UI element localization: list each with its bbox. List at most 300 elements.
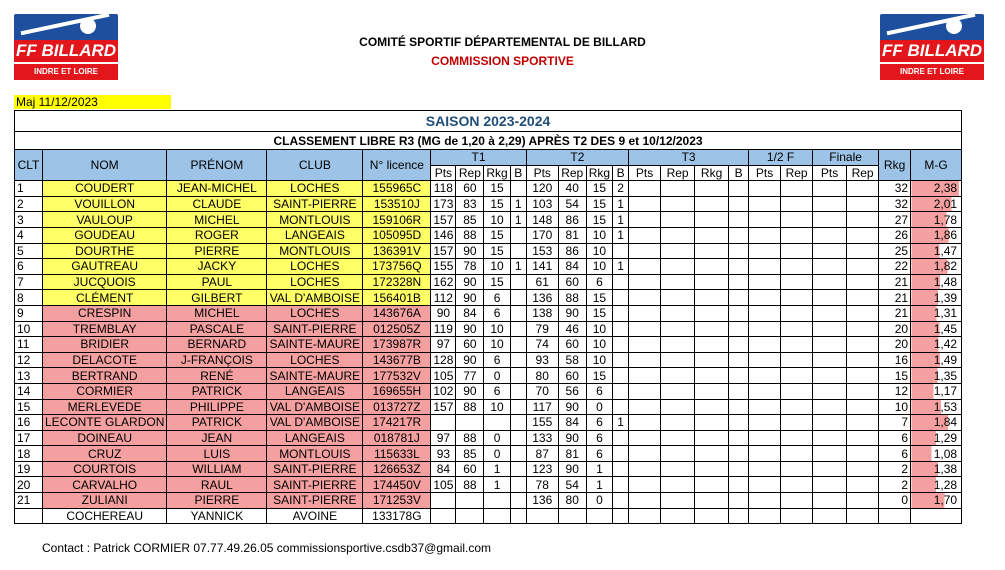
mg-value: 1,78: [933, 212, 958, 227]
cell-t2: 10: [586, 243, 612, 259]
cell-empty: [813, 259, 847, 275]
cell-rkg: 7: [879, 415, 911, 431]
cell-empty: [661, 430, 695, 446]
cell-t2: 155: [526, 415, 558, 431]
cell-t1: [431, 508, 456, 524]
cell-clt: 19: [15, 461, 43, 477]
cell-t1: [510, 493, 526, 509]
cell-club: SAINT-PIERRE: [267, 477, 363, 493]
cell-empty: [813, 243, 847, 259]
cell-empty: [813, 181, 847, 197]
cell-empty: [813, 446, 847, 462]
cell-empty: [629, 399, 661, 415]
cell-licence: 105095D: [363, 227, 431, 243]
table-row: [15, 290, 962, 306]
cell-t1: [510, 477, 526, 493]
cell-rkg: 6: [879, 430, 911, 446]
cell-t1: [510, 243, 526, 259]
cell-t2: 84: [558, 259, 586, 275]
cell-empty: [661, 399, 695, 415]
cell-rkg: 27: [879, 212, 911, 228]
cell-empty: [847, 196, 879, 212]
col-demi: 1/2 F: [749, 150, 813, 166]
cell-empty: [695, 305, 729, 321]
cell-licence: 169655H: [363, 383, 431, 399]
cell-empty: [695, 259, 729, 275]
cell-t1: 1: [510, 196, 526, 212]
cell-t2: [613, 430, 629, 446]
season-title: SAISON 2023-2024: [15, 111, 962, 132]
cell-prenom: PIERRE: [167, 243, 267, 259]
cell-empty: [695, 227, 729, 243]
cell-empty: [847, 430, 879, 446]
cell-t2: 87: [526, 446, 558, 462]
cell-rkg: 2: [879, 477, 911, 493]
subheader-rep: Rep: [781, 165, 813, 181]
cell-t1: 90: [456, 290, 484, 306]
cell-t2: [613, 508, 629, 524]
cell-prenom: MICHEL: [167, 305, 267, 321]
cell-empty: [813, 196, 847, 212]
cell-t2: 86: [558, 243, 586, 259]
mg-value: 1,47: [933, 243, 958, 258]
cell-clt: 8: [15, 290, 43, 306]
cell-prenom: GILBERT: [167, 290, 267, 306]
table-row: [15, 477, 962, 493]
cell-empty: [661, 274, 695, 290]
cell-mg: [911, 243, 962, 259]
cell-clt: [15, 508, 43, 524]
cell-licence: 143676A: [363, 305, 431, 321]
cell-t1: [484, 508, 510, 524]
cell-empty: [813, 274, 847, 290]
cell-empty: [661, 368, 695, 384]
cell-empty: [629, 383, 661, 399]
cell-empty: [813, 290, 847, 306]
cell-t1: [510, 446, 526, 462]
cell-clt: 16: [15, 415, 43, 431]
cell-t2: 2: [613, 181, 629, 197]
cell-empty: [749, 430, 781, 446]
cell-t1: 88: [456, 399, 484, 415]
cell-empty: [729, 321, 749, 337]
subheader-b: B: [613, 165, 629, 181]
cell-prenom: PATRICK: [167, 415, 267, 431]
cell-t2: 60: [558, 337, 586, 353]
cell-empty: [629, 259, 661, 275]
cell-t2: 1: [613, 259, 629, 275]
cell-mg: [911, 446, 962, 462]
update-date: Maj 11/12/2023: [14, 95, 171, 109]
cell-clt: 14: [15, 383, 43, 399]
col-t3: T3: [629, 150, 749, 166]
cell-empty: [847, 399, 879, 415]
cell-empty: [661, 227, 695, 243]
cell-empty: [661, 321, 695, 337]
cell-t2: 86: [558, 212, 586, 228]
col-clt: CLT: [15, 150, 43, 181]
cell-empty: [661, 508, 695, 524]
cell-empty: [847, 227, 879, 243]
cell-t1: 60: [456, 337, 484, 353]
cell-empty: [847, 243, 879, 259]
cell-clt: 9: [15, 305, 43, 321]
cell-nom: COURTOIS: [43, 461, 167, 477]
cell-t2: 148: [526, 212, 558, 228]
col-t2: T2: [526, 150, 628, 166]
cell-empty: [749, 368, 781, 384]
cell-empty: [847, 508, 879, 524]
cell-rkg: 32: [879, 196, 911, 212]
cell-t1: 90: [456, 383, 484, 399]
cell-t2: 93: [526, 352, 558, 368]
cell-mg: [911, 259, 962, 275]
cell-empty: [661, 243, 695, 259]
cell-mg: [911, 290, 962, 306]
cell-t1: 15: [484, 227, 510, 243]
cell-clt: 11: [15, 337, 43, 353]
cell-empty: [749, 196, 781, 212]
cell-t1: [510, 305, 526, 321]
cell-empty: [749, 399, 781, 415]
cell-clt: 2: [15, 196, 43, 212]
cell-empty: [847, 259, 879, 275]
mg-value: 1,82: [933, 259, 958, 274]
cell-empty: [781, 352, 813, 368]
cell-t1: 10: [484, 259, 510, 275]
cell-empty: [661, 493, 695, 509]
ffbillard-logo-left: FF BILLARD INDRE ET LOIRE: [14, 14, 118, 84]
cell-t2: [613, 337, 629, 353]
cell-t2: 136: [526, 493, 558, 509]
table-row: [15, 368, 962, 384]
cell-club: SAINT-PIERRE: [267, 493, 363, 509]
cell-empty: [661, 337, 695, 353]
cell-licence: 156401B: [363, 290, 431, 306]
cell-empty: [695, 493, 729, 509]
cell-t2: 58: [558, 352, 586, 368]
cell-mg: [911, 196, 962, 212]
cell-empty: [695, 321, 729, 337]
cell-prenom: YANNICK: [167, 508, 267, 524]
cell-t2: 153: [526, 243, 558, 259]
cell-t2: 1: [613, 196, 629, 212]
cell-t2: 1: [586, 461, 612, 477]
cell-club: LOCHES: [267, 181, 363, 197]
cell-empty: [729, 259, 749, 275]
cell-licence: 171253V: [363, 493, 431, 509]
cell-rkg: 20: [879, 321, 911, 337]
cell-t1: 90: [456, 352, 484, 368]
cell-club: LOCHES: [267, 352, 363, 368]
table-row: [15, 181, 962, 197]
mg-value: 1,08: [933, 446, 958, 461]
cell-nom: CORMIER: [43, 383, 167, 399]
cell-prenom: WILLIAM: [167, 461, 267, 477]
cell-empty: [781, 305, 813, 321]
cell-prenom: J-FRANÇOIS: [167, 352, 267, 368]
cell-mg: [911, 415, 962, 431]
cell-empty: [749, 227, 781, 243]
cell-t2: [613, 383, 629, 399]
cell-clt: 3: [15, 212, 43, 228]
cell-empty: [781, 181, 813, 197]
mg-value: 1,42: [933, 337, 958, 352]
table-row: [15, 321, 962, 337]
cell-empty: [749, 181, 781, 197]
cell-licence: 172328N: [363, 274, 431, 290]
cell-t2: [613, 493, 629, 509]
cell-rkg: 21: [879, 274, 911, 290]
cell-empty: [813, 321, 847, 337]
cell-club: LANGEAIS: [267, 383, 363, 399]
cell-t1: 83: [456, 196, 484, 212]
cell-empty: [781, 321, 813, 337]
cell-empty: [729, 508, 749, 524]
cell-empty: [629, 415, 661, 431]
cell-t1: [510, 352, 526, 368]
cell-rkg: 6: [879, 446, 911, 462]
cell-clt: 20: [15, 477, 43, 493]
cell-empty: [781, 399, 813, 415]
table-row: [15, 212, 962, 228]
cell-empty: [847, 181, 879, 197]
cell-empty: [749, 508, 781, 524]
contact-line: Contact : Patrick CORMIER 07.77.49.26.05 commissionsportive.csdb37@gmail.com: [42, 541, 492, 555]
cell-t1: [510, 430, 526, 446]
cell-empty: [695, 181, 729, 197]
cell-prenom: RENÉ: [167, 368, 267, 384]
cell-empty: [813, 227, 847, 243]
cell-empty: [813, 212, 847, 228]
cell-club: SAINT-PIERRE: [267, 196, 363, 212]
cell-t2: 90: [558, 461, 586, 477]
table-row: [15, 196, 962, 212]
cell-prenom: LUIS: [167, 446, 267, 462]
cell-empty: [781, 493, 813, 509]
cell-t1: 128: [431, 352, 456, 368]
cell-t1: 155: [431, 259, 456, 275]
cell-empty: [729, 181, 749, 197]
cell-empty: [729, 415, 749, 431]
cell-empty: [781, 274, 813, 290]
cell-empty: [629, 446, 661, 462]
cell-t1: 15: [484, 243, 510, 259]
cell-licence: 115633L: [363, 446, 431, 462]
cell-prenom: BERNARD: [167, 337, 267, 353]
cell-empty: [695, 368, 729, 384]
cell-t1: 90: [456, 274, 484, 290]
cell-t1: [484, 493, 510, 509]
cell-club: SAINT-PIERRE: [267, 321, 363, 337]
col-t1: T1: [431, 150, 526, 166]
cell-mg: [911, 430, 962, 446]
mg-value: 1,31: [933, 306, 958, 321]
cell-empty: [749, 274, 781, 290]
cell-licence: 174450V: [363, 477, 431, 493]
cell-mg: [911, 352, 962, 368]
cell-prenom: JACKY: [167, 259, 267, 275]
cell-empty: [629, 243, 661, 259]
cell-t1: 105: [431, 368, 456, 384]
cell-t1: 157: [431, 243, 456, 259]
table-row: [15, 305, 962, 321]
cell-empty: [629, 274, 661, 290]
cell-empty: [629, 321, 661, 337]
cell-t1: 119: [431, 321, 456, 337]
cell-empty: [813, 352, 847, 368]
cell-empty: [695, 508, 729, 524]
mg-value: 1,17: [933, 384, 958, 399]
cell-rkg: 21: [879, 290, 911, 306]
mg-value: 1,48: [933, 275, 958, 290]
cell-rkg: 21: [879, 305, 911, 321]
document-title: COMITÉ SPORTIF DÉPARTEMENTAL DE BILLARD: [359, 35, 646, 49]
ranking-table: [14, 110, 962, 524]
cell-t2: 10: [586, 259, 612, 275]
cell-t1: 90: [456, 321, 484, 337]
cell-mg: [911, 477, 962, 493]
cell-t1: 112: [431, 290, 456, 306]
cell-t2: [558, 508, 586, 524]
cell-empty: [695, 352, 729, 368]
cell-empty: [661, 415, 695, 431]
cell-empty: [749, 461, 781, 477]
cell-t2: [613, 368, 629, 384]
cell-t2: 117: [526, 399, 558, 415]
cell-empty: [781, 368, 813, 384]
table-row: [15, 243, 962, 259]
cell-t1: [456, 508, 484, 524]
table-row: [15, 259, 962, 275]
cell-empty: [729, 274, 749, 290]
table-row: [15, 493, 962, 509]
cell-mg: [911, 493, 962, 509]
cell-t2: [613, 399, 629, 415]
cell-empty: [749, 290, 781, 306]
cell-prenom: CLAUDE: [167, 196, 267, 212]
cell-empty: [813, 430, 847, 446]
mg-value: 1,84: [933, 415, 958, 430]
classement-title: CLASSEMENT LIBRE R3 (MG de 1,20 à 2,29) APRÈS T2 DES 9 et 10/12/2023: [15, 132, 962, 150]
cell-club: VAL D'AMBOISE: [267, 290, 363, 306]
cell-empty: [629, 477, 661, 493]
cell-licence: 174217R: [363, 415, 431, 431]
cell-clt: 10: [15, 321, 43, 337]
cell-club: LOCHES: [267, 259, 363, 275]
cell-t1: 6: [484, 290, 510, 306]
cell-t1: [510, 227, 526, 243]
cell-t1: 10: [484, 399, 510, 415]
cell-t2: 1: [613, 415, 629, 431]
cell-empty: [629, 493, 661, 509]
col-club: CLUB: [267, 150, 363, 181]
cell-empty: [847, 305, 879, 321]
table-row: [15, 461, 962, 477]
cell-t1: [510, 415, 526, 431]
subheader-pts: Pts: [749, 165, 781, 181]
cell-t1: 88: [456, 430, 484, 446]
cell-mg: [911, 321, 962, 337]
cell-t2: [613, 446, 629, 462]
subheader-b: B: [729, 165, 749, 181]
cell-prenom: MICHEL: [167, 212, 267, 228]
cell-t2: 15: [586, 305, 612, 321]
cell-empty: [695, 290, 729, 306]
cell-nom: MERLEVEDE: [43, 399, 167, 415]
cell-club: MONTLOUIS: [267, 212, 363, 228]
cell-prenom: ROGER: [167, 227, 267, 243]
cell-t1: [431, 493, 456, 509]
cell-empty: [629, 212, 661, 228]
cell-licence: 013727Z: [363, 399, 431, 415]
mg-value: 1,39: [933, 290, 958, 305]
cell-nom: JUCQUOIS: [43, 274, 167, 290]
cell-empty: [695, 446, 729, 462]
cell-empty: [695, 430, 729, 446]
cell-t1: [510, 274, 526, 290]
mg-value: 2,38: [933, 181, 958, 196]
cell-t2: 15: [586, 212, 612, 228]
cell-club: LANGEAIS: [267, 227, 363, 243]
cell-clt: 17: [15, 430, 43, 446]
cell-t2: 78: [526, 477, 558, 493]
cell-mg: [911, 181, 962, 197]
cell-empty: [781, 508, 813, 524]
cell-mg: [911, 383, 962, 399]
cell-t1: 88: [456, 227, 484, 243]
cell-t1: [431, 415, 456, 431]
table-row: [15, 352, 962, 368]
cell-empty: [661, 196, 695, 212]
cell-empty: [661, 383, 695, 399]
cell-t1: 102: [431, 383, 456, 399]
cell-t1: 6: [484, 305, 510, 321]
cell-empty: [847, 461, 879, 477]
cell-licence: 153510J: [363, 196, 431, 212]
cell-empty: [749, 446, 781, 462]
cell-empty: [749, 321, 781, 337]
table-row: [15, 274, 962, 290]
mg-value: 1,35: [933, 368, 958, 383]
cell-t1: 60: [456, 461, 484, 477]
cell-t2: 90: [558, 430, 586, 446]
cell-t1: [510, 399, 526, 415]
cell-empty: [661, 212, 695, 228]
cell-t2: 90: [558, 305, 586, 321]
cell-empty: [749, 477, 781, 493]
col-prenom: PRÉNOM: [167, 150, 267, 181]
cell-empty: [695, 461, 729, 477]
cell-empty: [629, 461, 661, 477]
cell-licence: 155965C: [363, 181, 431, 197]
cell-nom: CLÉMENT: [43, 290, 167, 306]
cell-rkg: 10: [879, 399, 911, 415]
cell-empty: [781, 212, 813, 228]
cell-t1: 173: [431, 196, 456, 212]
cell-t2: 120: [526, 181, 558, 197]
cell-empty: [729, 337, 749, 353]
cell-t2: 79: [526, 321, 558, 337]
cell-t1: 15: [484, 196, 510, 212]
cell-licence: 133178G: [363, 508, 431, 524]
mg-value: 1,53: [933, 399, 958, 414]
cell-mg: [911, 274, 962, 290]
cell-t2: [613, 477, 629, 493]
cell-mg: [911, 337, 962, 353]
cell-empty: [729, 352, 749, 368]
subheader-pts: Pts: [526, 165, 558, 181]
